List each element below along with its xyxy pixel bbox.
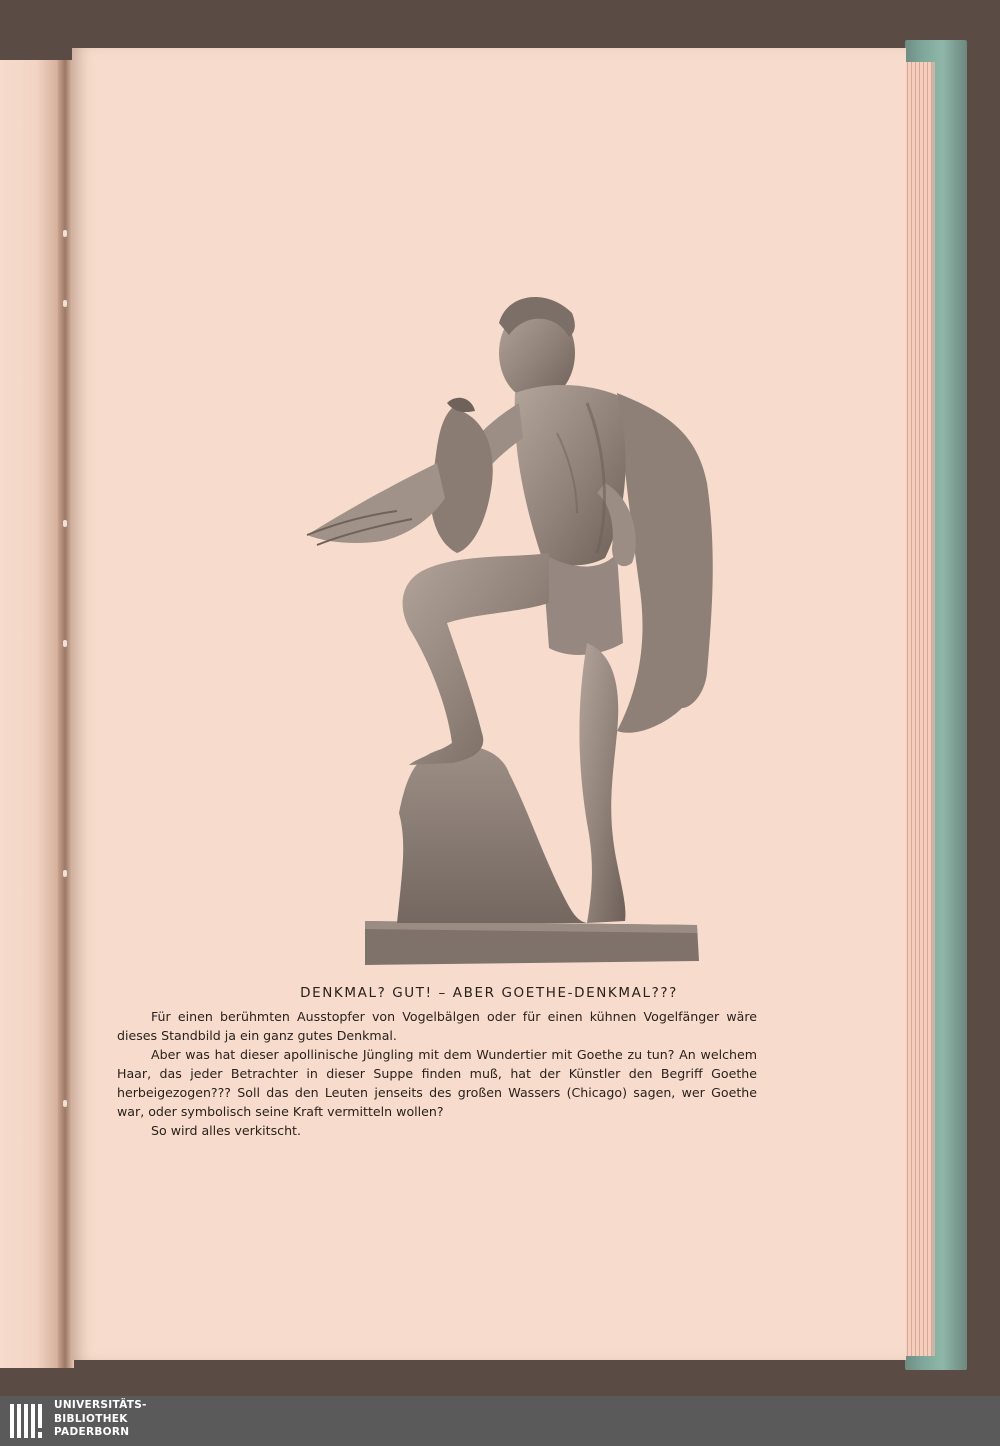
- library-name: [54, 1399, 147, 1440]
- torso: [515, 385, 626, 566]
- binding-stitch: [63, 870, 67, 877]
- statue-photograph: [287, 253, 717, 968]
- paragraph: Aber was hat dieser apollinische Jüngling mit dem Wundertier mit Goethe zu tun? An welchem Haar, das jeder Betrachter in dieser Suppe finden muß, hat der Künstler den Begriff Goethe herbeigezogen??? Soll das den Leuten jenseits des großen Wassers (Chicago) sagen, wer Goethe war, oder symbolisch seine Kraft vermitteln wollen?: [117, 1047, 757, 1119]
- left-page: [0, 60, 66, 1368]
- library-name-line: BIBLIOTHEK: [54, 1412, 128, 1425]
- binding-stitch: [63, 300, 67, 307]
- binding-stitch: [63, 1100, 67, 1107]
- caption-body: [117, 1007, 757, 1140]
- binding-stitch: [63, 230, 67, 237]
- paragraph: Für einen berühmten Ausstopfer von Vogelbälgen oder für einen kühnen Vogelfänger wäre dieses Standbild ja ein ganz gutes Denkmal.: [117, 1009, 757, 1043]
- library-footer-bar: [0, 1396, 1000, 1446]
- library-logo-icon: [8, 1400, 50, 1442]
- paragraph: So wird alles verkitscht.: [151, 1123, 301, 1138]
- eagle-wing: [307, 463, 445, 543]
- right-page: [72, 48, 906, 1360]
- raised-leg: [403, 553, 549, 765]
- binding-stitch: [63, 520, 67, 527]
- library-name-line: UNIVERSITÄTS-: [54, 1399, 147, 1411]
- standing-leg: [579, 643, 625, 923]
- library-name-line: PADERBORN: [54, 1426, 130, 1438]
- rock-support: [397, 746, 587, 923]
- caption-title: DENKMAL? GUT! – ABER GOETHE-DENKMAL???: [300, 985, 678, 1001]
- binding-stitch: [63, 640, 67, 647]
